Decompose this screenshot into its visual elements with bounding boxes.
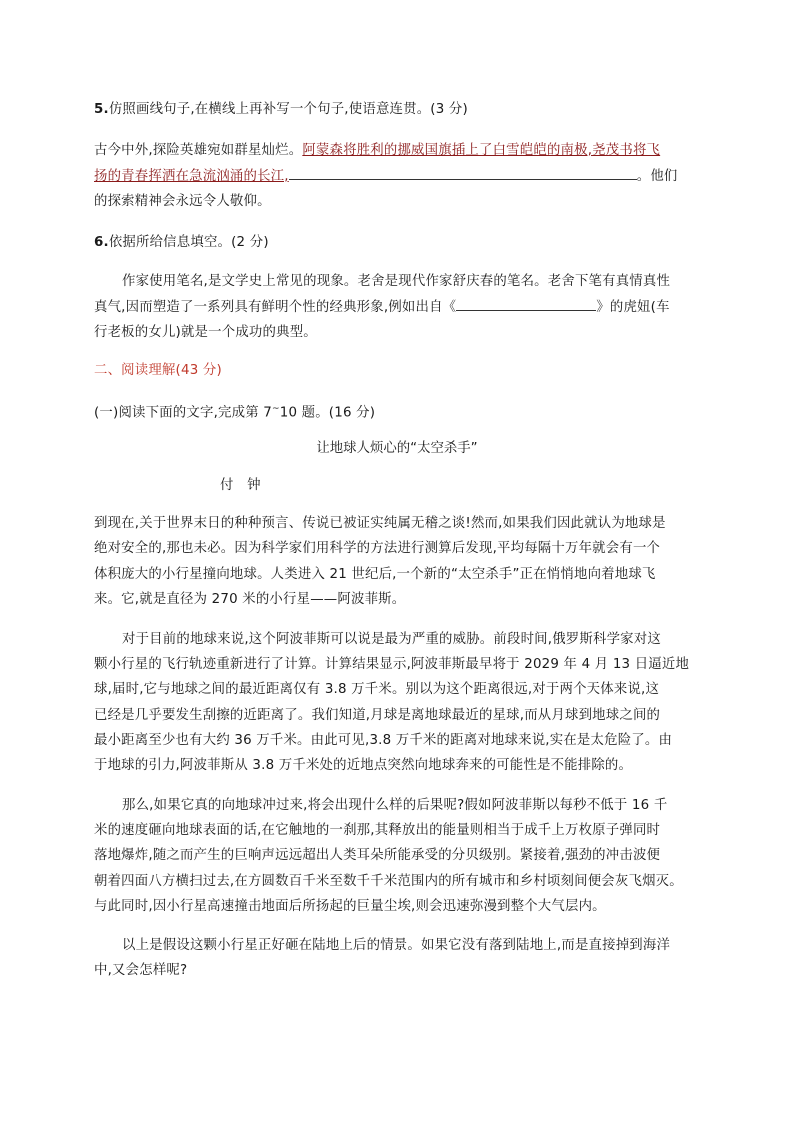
- part1-instruction-start: (一)阅读下面的文字,完成第 7: [94, 405, 272, 421]
- p4-line: 中,又会怎样呢?: [94, 963, 188, 978]
- article-title: 让地球人烦心的“太空杀手”: [316, 441, 478, 456]
- q5-number: 5.: [94, 102, 109, 117]
- q5-line-3: 的探索精神会永远令人敬仰。: [94, 194, 271, 209]
- p2-line: 对于目前的地球来说,这个阿波菲斯可以说是最为严重的威胁。前段时间,俄罗斯科学家对这: [122, 632, 661, 647]
- p3-line: 与此同时,因小行星高速撞击地面后所扬起的巨量尘埃,则会迅速弥漫到整个大气层内。: [94, 899, 606, 914]
- p2-line: 于地球的引力,阿波菲斯从 3.8 万千米处的近地点突然向地球奔来的可能性是不能排除的。: [94, 758, 633, 773]
- p3-line: 那么,如果它真的向地球冲过来,将会出现什么样的后果呢?假如阿波菲斯以每秒不低于 16 千: [122, 798, 668, 813]
- p2-line: 球,届时,它与地球之间的最近距离仅有 3.8 万千米。别以为这个距离很远,对于两个天体来说,这: [94, 682, 660, 697]
- q6-line2-end: 》的虎妞(车: [596, 300, 670, 315]
- p1-line: 绝对安全的,那也未必。因为科学家们用科学的方法进行测算后发现,平均每隔十万年就会有一个: [94, 541, 661, 556]
- q5-answer-blank[interactable]: [289, 167, 637, 180]
- q6-line-3: 行老板的女儿)就是一个成功的典型。: [94, 325, 317, 340]
- p2-line: 最小距离至少也有大约 36 万千米。由此可见,3.8 万千米的距离对地球来说,实在是太危险了。由: [94, 733, 673, 748]
- part1-tilde: ~: [271, 404, 280, 414]
- p4-line: 以上是假设这颗小行星正好砸在陆地上后的情景。如果它没有落到陆地上,而是直接掉到海洋: [122, 938, 671, 953]
- part1-instruction: [94, 400, 694, 422]
- q5-prompt: [94, 101, 694, 119]
- part1-instruction-end: 10 题。(16 分): [279, 405, 376, 421]
- q5-line2-end: 。他们: [636, 169, 678, 184]
- q6-line2-start: 真气,因而塑造了一系列具有鲜明个性的经典形象,例如出自《: [94, 300, 457, 315]
- q5-line-1: [94, 142, 694, 160]
- q6-answer-blank[interactable]: [456, 298, 596, 311]
- section-heading-text: 二、阅读理解: [94, 363, 176, 378]
- p3-line: 朝着四面八方横扫过去,在方圆数百千米至数千千米范围内的所有城市和乡村顷刻间便会灰飞烟灭。: [94, 874, 683, 889]
- q6-line-1: 作家使用笔名,是文学史上常见的现象。老舍是现代作家舒庆春的笔名。老舍下笔有真情真性: [122, 274, 671, 289]
- section-heading: [94, 362, 694, 380]
- article-author: 付 钟: [220, 478, 261, 493]
- q5-line-2: [94, 167, 694, 186]
- p1-line: 体积庞大的小行星撞向地球。人类进入 21 世纪后,一个新的“太空杀手”正在悄悄地向着地球飞: [94, 567, 656, 582]
- q6-prompt: [94, 234, 694, 252]
- q5-underlined-sentence: 阿蒙森将胜利的挪威国旗插上了白雪皑皑的南极,尧茂书将飞: [302, 143, 661, 158]
- p2-line: 已经是几乎要发生刮擦的近距离了。我们知道,月球是离地球最近的星球,而从月球到地球之间的: [94, 708, 661, 723]
- section-heading-points: (43 分): [175, 363, 222, 378]
- p3-line: 落地爆炸,随之而产生的巨响声远远超出人类耳朵所能承受的分贝级别。紧接着,强劲的冲击波便: [94, 848, 661, 863]
- q6-line-2: [94, 298, 694, 317]
- q5-underlined-sentence-cont: 扬的青春挥洒在急流汹涌的长江,: [94, 169, 289, 184]
- p3-line: 米的速度砸向地球表面的话,在它触地的一刹那,其释放出的能量则相当于成千上万枚原子弹同时: [94, 823, 661, 838]
- q5-line1-plain: 古今中外,探险英雄宛如群星灿烂。: [94, 143, 303, 158]
- p1-line: 到现在,关于世界末日的种种预言、传说已被证实纯属无稽之谈!然而,如果我们因此就认为地球是: [94, 516, 666, 531]
- p1-line: 来。它,就是直径为 270 米的小行星——阿波菲斯。: [94, 592, 406, 607]
- q6-number: 6.: [94, 235, 109, 250]
- q6-prompt-text: 依据所给信息填空。(2 分): [108, 235, 269, 250]
- p2-line: 颗小行星的飞行轨迹重新进行了计算。计算结果显示,阿波菲斯最早将于 2029 年 4 月 13 日逼近地: [94, 657, 690, 672]
- q5-prompt-text: 仿照画线句子,在横线上再补写一个句子,使语意连贯。(3 分): [108, 102, 468, 117]
